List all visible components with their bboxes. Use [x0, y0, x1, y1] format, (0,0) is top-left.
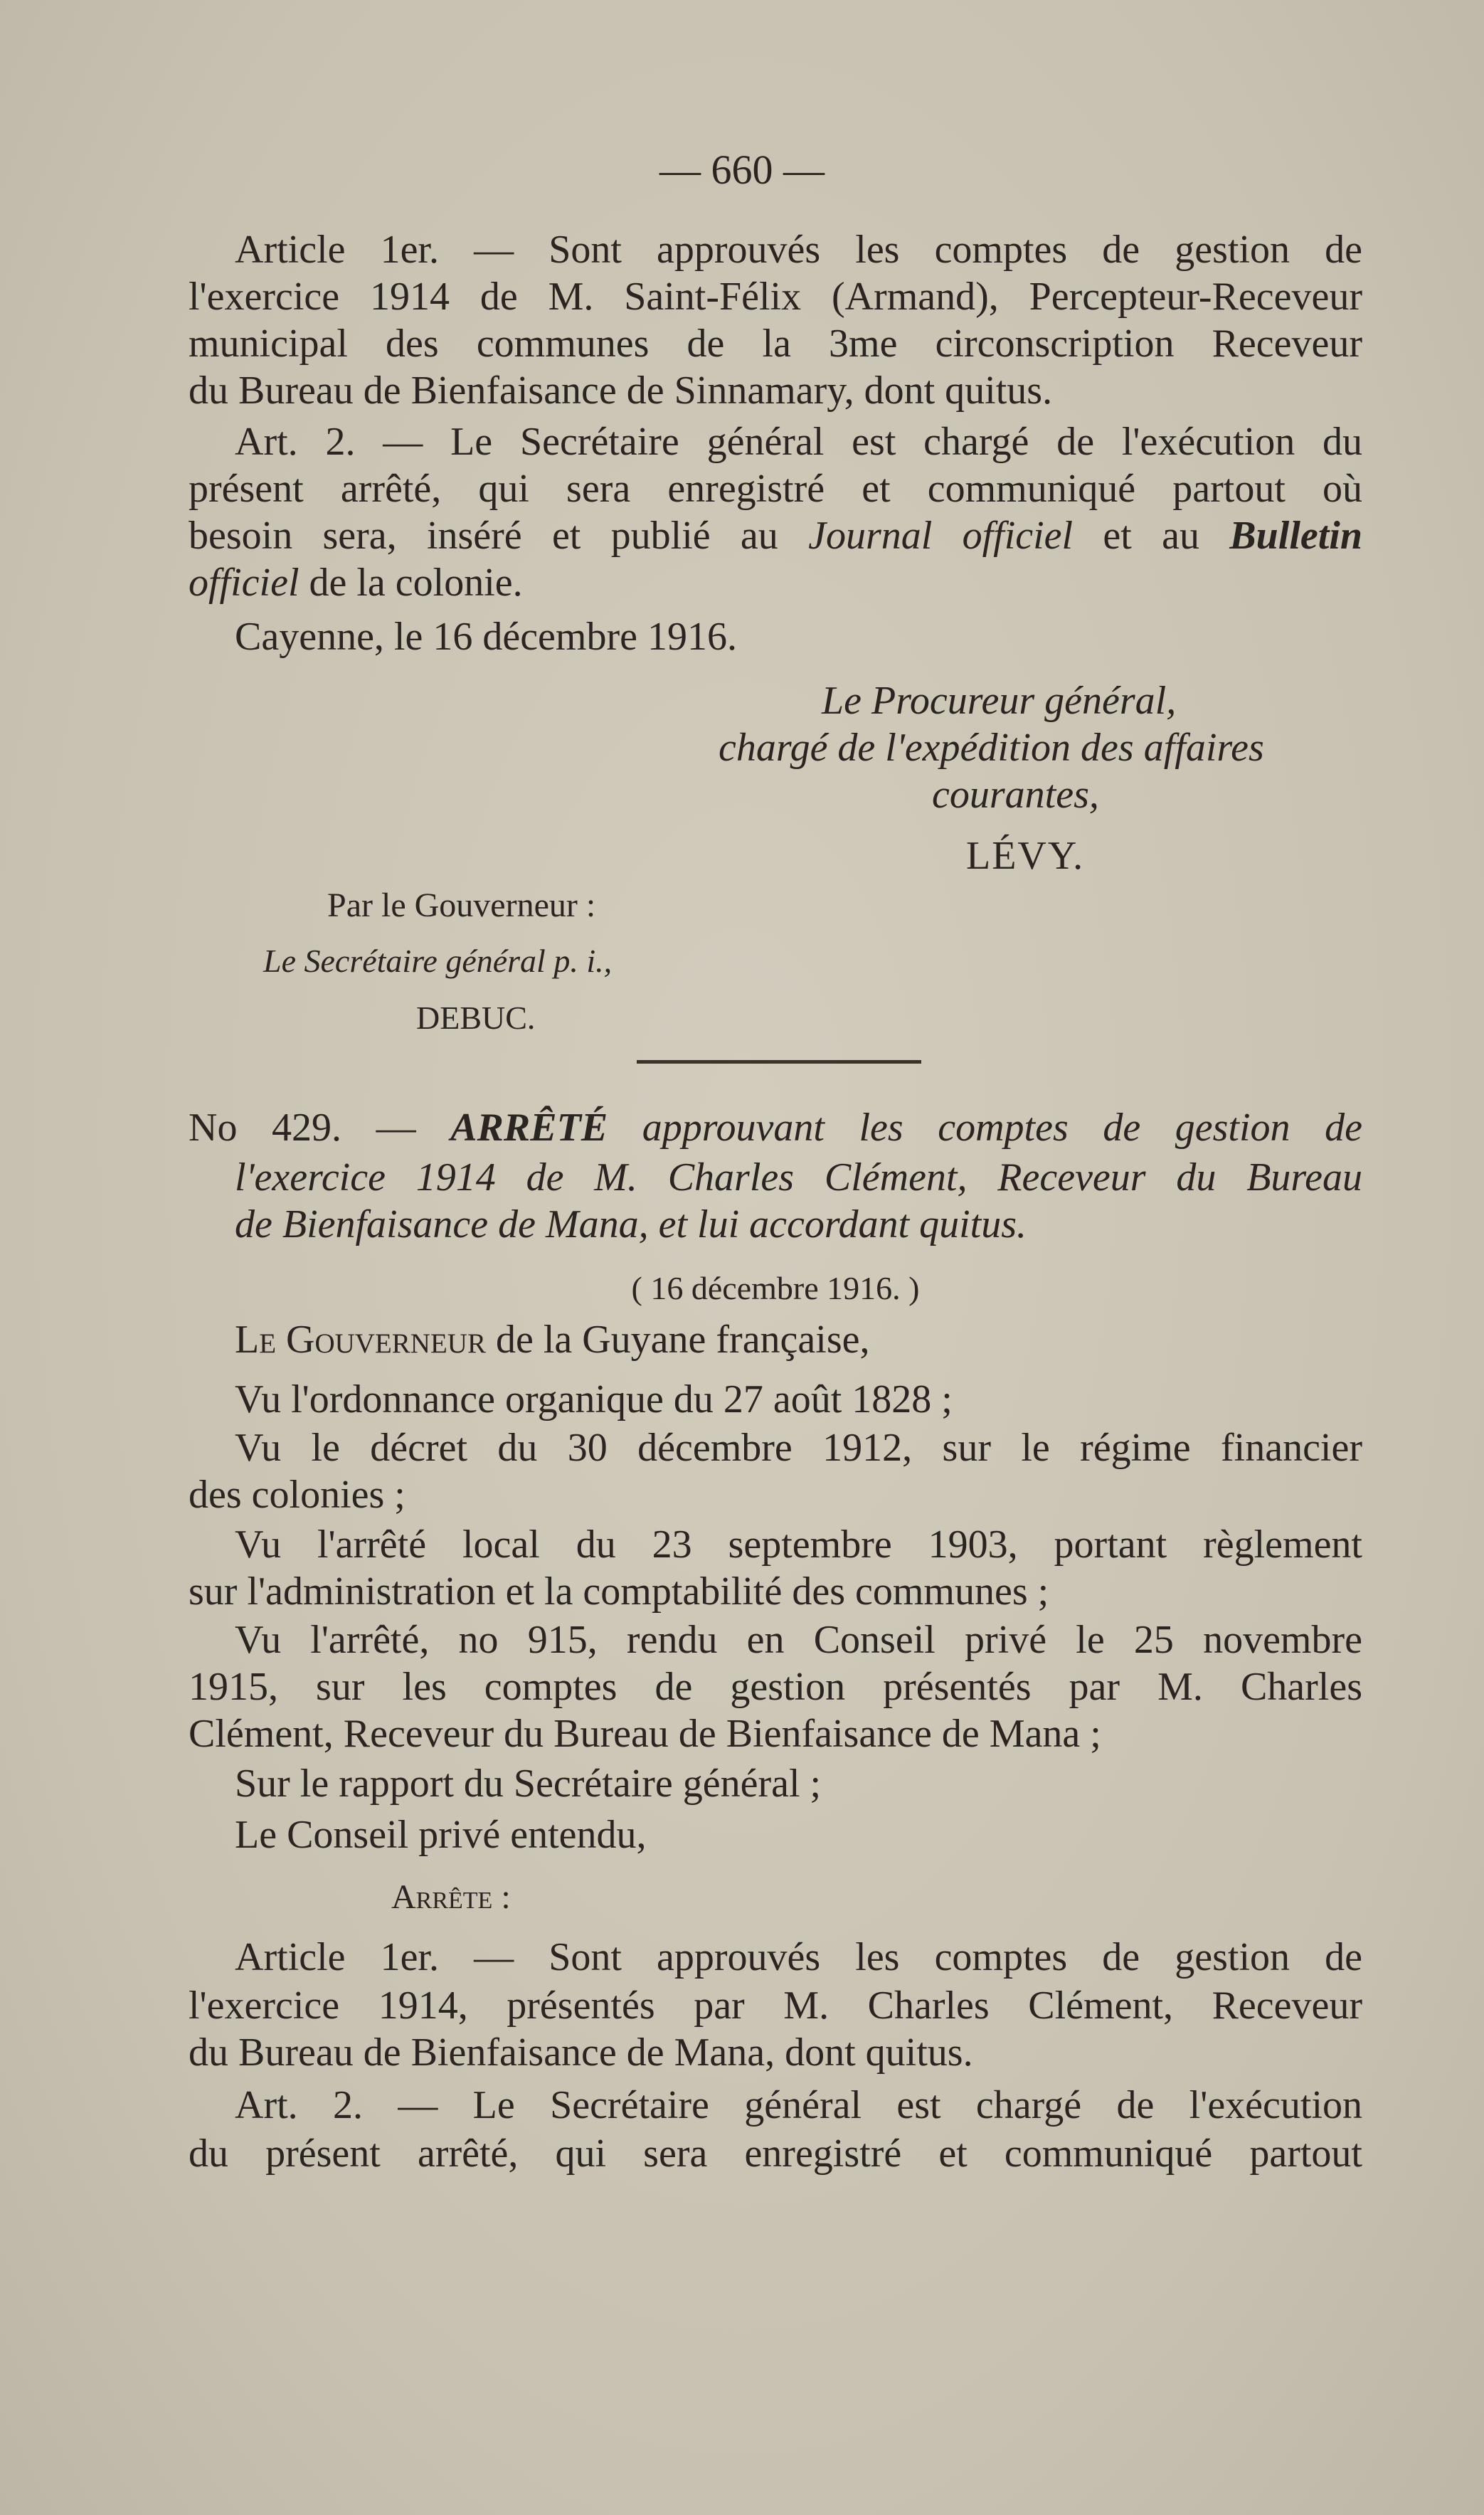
- b-title-rest: approuvant les comptes de gestion de: [608, 1106, 1362, 1150]
- journal-officiel: Journal officiel: [808, 514, 1074, 558]
- a-art2-line1: Art. 2. — Le Secrétaire général est chargé de l'exécution du: [235, 420, 1362, 464]
- b-issuer-rest: de la Guyane française,: [485, 1318, 870, 1362]
- b-art1-line3: du Bureau de Bienfaisance de Mana, dont quitus.: [189, 2030, 973, 2075]
- b-title-line2: l'exercice 1914 de M. Charles Clément, Receveur du Bureau: [235, 1155, 1362, 1200]
- signatory-name: LÉVY.: [966, 834, 1085, 878]
- b-art1-line2: l'exercice 1914, présentés par M. Charles Clément, Receveur: [189, 1984, 1362, 2028]
- countersign-1: Par le Gouverneur :: [327, 886, 596, 924]
- officiel-word: officiel: [189, 561, 300, 605]
- b-title-line3: de Bienfaisance de Mana, et lui accordant quitus.: [235, 1202, 1027, 1246]
- b-vu-4: Vu l'arrêté local du 23 septembre 1903, portant règlement: [235, 1523, 1362, 1567]
- a-art2-line3-mid: et au: [1073, 514, 1230, 558]
- b-vu-2: Vu le décret du 30 décembre 1912, sur le régime financier: [235, 1426, 1362, 1470]
- signatory-title-3: courantes,: [932, 773, 1099, 817]
- b-vu-1: Vu l'ordonnance organique du 27 août 1828 ;: [235, 1377, 953, 1421]
- a-art1-line4: du Bureau de Bienfaisance de Sinnamary, dont quitus.: [189, 369, 1053, 413]
- b-date: ( 16 décembre 1916. ): [631, 1270, 920, 1306]
- b-art2-line2: du présent arrêté, qui sera enregistré et communiqué partout: [189, 2132, 1362, 2176]
- b-vu-5: sur l'administration et la comptabilité des communes ;: [189, 1569, 1049, 1614]
- a-art1-line2: l'exercice 1914 de M. Saint-Félix (Armand), Percepteur-Receveur: [189, 275, 1362, 319]
- b-kind: ARRÊTÉ: [450, 1106, 608, 1150]
- b-vu-6: Vu l'arrêté, no 915, rendu en Conseil privé le 25 novembre: [235, 1618, 1362, 1662]
- b-number: No 429. —: [189, 1106, 451, 1150]
- b-vu-8: Clément, Receveur du Bureau de Bienfaisance de Mana ;: [189, 1712, 1101, 1756]
- a-art1-line3: municipal des communes de la 3me circonscription Receveur: [189, 322, 1362, 366]
- a-art2-line4-rest: de la colonie.: [299, 561, 523, 605]
- b-vu-3: des colonies ;: [189, 1473, 406, 1517]
- a-art1-line1: Article 1er. — Sont approuvés les comptes de gestion de: [235, 228, 1362, 272]
- b-vu-7: 1915, sur les comptes de gestion présentés par M. Charles: [189, 1665, 1362, 1709]
- signatory-title-2: chargé de l'expédition des affaires: [719, 726, 1264, 770]
- section-divider: [637, 1060, 921, 1064]
- b-art1-line1: Article 1er. — Sont approuvés les comptes de gestion de: [235, 1935, 1362, 1979]
- countersign-2: Le Secrétaire général p. i.,: [263, 943, 613, 979]
- a-art2-line3-before: besoin sera, inséré et publié au: [189, 514, 809, 558]
- b-title-line1: [189, 1104, 1362, 1151]
- signatory-title-1: Le Procureur général,: [822, 679, 1177, 723]
- a-art2-line3: [189, 512, 1362, 559]
- bulletin: Bulletin: [1229, 514, 1362, 558]
- b-arrete-label: Arrête :: [391, 1878, 511, 1916]
- b-art2-line1: Art. 2. — Le Secrétaire général est chargé de l'exécution: [235, 2083, 1362, 2127]
- countersign-3: DEBUC.: [416, 1000, 536, 1036]
- page-number: — 660 —: [659, 147, 825, 193]
- b-issuer-sc: Le Gouverneur: [235, 1318, 486, 1362]
- a-art2-line2: présent arrêté, qui sera enregistré et communiqué partout où: [189, 467, 1362, 511]
- a-date: Cayenne, le 16 décembre 1916.: [235, 615, 737, 659]
- b-issuer: [235, 1316, 1362, 1363]
- a-art2-line4: [189, 559, 1362, 606]
- b-vu-10: Le Conseil privé entendu,: [235, 1813, 647, 1857]
- b-vu-9: Sur le rapport du Secrétaire général ;: [235, 1762, 822, 1806]
